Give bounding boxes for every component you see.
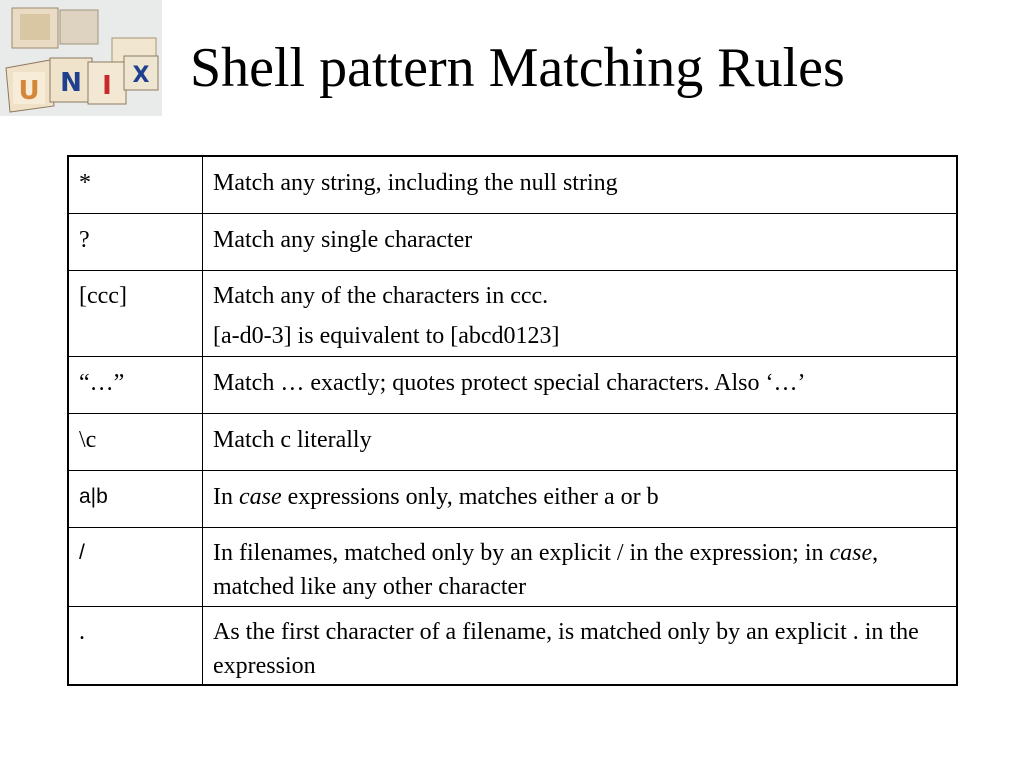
meaning-keyword-case: case — [239, 483, 282, 510]
pattern-cell: ? — [68, 213, 203, 270]
logo-letter-u: U — [18, 76, 40, 106]
meaning-line-2: [a-d0-3] is equivalent to [abcd0123] — [213, 322, 560, 349]
slide-title: Shell pattern Matching Rules — [190, 37, 845, 99]
logo-letter-x: X — [132, 63, 150, 88]
meaning-cell: Match … exactly; quotes protect special characters. Also ‘…’ — [203, 356, 958, 413]
table-row — [68, 270, 957, 356]
unix-blocks-logo — [0, 0, 162, 116]
pattern-rules-table — [67, 155, 958, 686]
meaning-cell: As the first character of a filename, is matched only by an explicit . in the expression — [203, 606, 958, 685]
pattern-cell: [ccc] — [68, 270, 203, 356]
back-block-mid — [60, 10, 98, 44]
meaning-cell: Match any single character — [203, 213, 958, 270]
table-row — [68, 527, 957, 606]
block-x — [124, 56, 158, 90]
pattern-cell: “…” — [68, 356, 203, 413]
table-row — [68, 156, 957, 213]
table-row — [68, 213, 957, 270]
table-row — [68, 356, 957, 413]
meaning-text-post: , matched like any other character — [213, 539, 879, 600]
meaning-text-pre: In — [213, 483, 239, 510]
meaning-text-post: expressions only, matches either a or b — [281, 483, 659, 510]
pattern-cell: . — [68, 606, 203, 685]
logo-letter-i: I — [102, 71, 112, 101]
pattern-cell: / — [68, 527, 203, 606]
meaning-keyword-case: case — [829, 539, 873, 566]
pattern-cell: \c — [68, 413, 203, 470]
meaning-cell — [203, 470, 958, 527]
logo-letter-n: N — [60, 68, 82, 98]
meaning-cell — [203, 527, 958, 606]
back-block-left — [12, 8, 58, 48]
meaning-text-pre: In filenames, matched only by an explicit / in the expression; in — [213, 539, 830, 566]
unix-blocks-image — [0, 0, 162, 116]
meaning-cell: Match c literally — [203, 413, 958, 470]
meaning-cell: Match any string, including the null string — [203, 156, 958, 213]
block-i — [88, 62, 126, 104]
block-n — [50, 58, 92, 102]
table-row — [68, 470, 957, 527]
pattern-cell: a|b — [68, 470, 203, 527]
meaning-cell — [203, 270, 958, 356]
block-u — [6, 60, 54, 112]
table-row — [68, 413, 957, 470]
table-row — [68, 606, 957, 685]
pattern-cell: * — [68, 156, 203, 213]
meaning-line-1: Match any of the characters in ccc. — [213, 282, 549, 309]
